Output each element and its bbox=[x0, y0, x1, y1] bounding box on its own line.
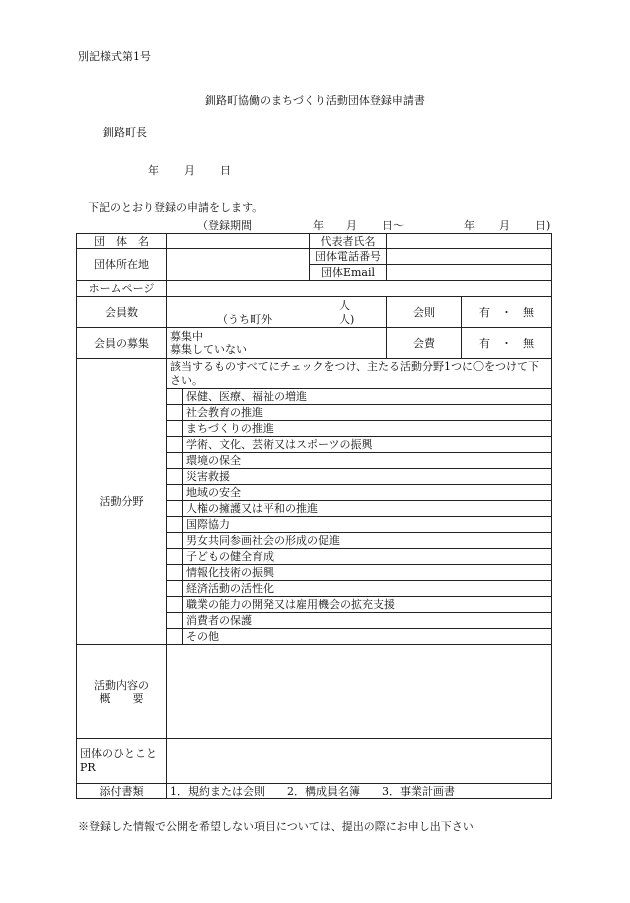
activity-item-row[interactable] bbox=[167, 581, 551, 597]
activity-item-row[interactable] bbox=[167, 437, 551, 453]
activity-item-label: 社会教育の推進 bbox=[183, 405, 552, 421]
email-label: 団体Email bbox=[310, 265, 387, 281]
activity-checkbox[interactable] bbox=[167, 501, 183, 517]
activity-item-row[interactable] bbox=[167, 389, 551, 405]
activity-item-label: 環境の保全 bbox=[183, 453, 552, 469]
period-start-day: 日～ bbox=[382, 219, 404, 232]
registration-form bbox=[76, 233, 552, 799]
date-month: 月 bbox=[184, 164, 195, 177]
attachments-list: 1．規約または会則 2．構成員名簿 3．事業計画書 bbox=[167, 784, 552, 799]
activity-label: 活動分野 bbox=[77, 359, 167, 645]
rules-options[interactable]: 有 ・ 無 bbox=[462, 297, 552, 328]
fee-options[interactable]: 有 ・ 無 bbox=[462, 328, 552, 359]
recruit-option-closed[interactable]: 募集していない bbox=[170, 343, 247, 356]
activity-item-row[interactable] bbox=[167, 549, 551, 565]
activity-checkbox[interactable] bbox=[167, 549, 183, 565]
addressee: 釧路町長 bbox=[103, 126, 147, 139]
address-field[interactable] bbox=[167, 249, 310, 281]
pr-label: 団体のひとことPR bbox=[77, 739, 167, 784]
activity-item-label: 職業の能力の開発又は雇用機会の拡充支援 bbox=[183, 597, 552, 613]
activity-item-label: 国際協力 bbox=[183, 517, 552, 533]
members-unit: 人 bbox=[339, 299, 350, 312]
activity-item-label: 子どもの健全育成 bbox=[183, 549, 552, 565]
period-start-month: 月 bbox=[346, 219, 357, 232]
activity-item-row[interactable] bbox=[167, 501, 551, 517]
pr-field[interactable] bbox=[167, 739, 552, 784]
date-day: 日 bbox=[220, 164, 231, 177]
activity-checkbox[interactable] bbox=[167, 629, 183, 645]
activity-item-label: 災害救援 bbox=[183, 469, 552, 485]
activity-item-row[interactable] bbox=[167, 613, 551, 629]
activity-checkbox[interactable] bbox=[167, 581, 183, 597]
activity-item-label: まちづくりの推進 bbox=[183, 421, 552, 437]
activity-item-row[interactable] bbox=[167, 469, 551, 485]
activity-item-label: その他 bbox=[183, 629, 552, 645]
activity-checkbox[interactable] bbox=[167, 485, 183, 501]
recruit-option-open[interactable]: 募集中 bbox=[170, 330, 203, 343]
activity-checkbox[interactable] bbox=[167, 517, 183, 533]
period-end-day: 日) bbox=[535, 219, 551, 232]
members-label: 会員数 bbox=[77, 297, 167, 328]
period-start-year: 年 bbox=[313, 219, 324, 232]
form-number: 別記様式第1号 bbox=[78, 50, 151, 63]
rep-name-label: 代表者氏名 bbox=[310, 234, 387, 249]
homepage-field[interactable] bbox=[167, 281, 552, 297]
rules-label: 会則 bbox=[387, 297, 462, 328]
activity-item-row[interactable] bbox=[167, 453, 551, 469]
footnote: ※登録した情報で公開を希望しない項目については、提出の際にお申し出下さい bbox=[78, 820, 474, 833]
summary-label-line2: 概 要 bbox=[99, 691, 144, 705]
period-label: （登録期間 bbox=[197, 219, 252, 232]
date-year: 年 bbox=[148, 164, 159, 177]
phone-label: 団体電話番号 bbox=[310, 249, 387, 265]
activity-checkbox[interactable] bbox=[167, 405, 183, 421]
attachments-label: 添付書類 bbox=[77, 784, 167, 799]
phone-field[interactable] bbox=[387, 249, 552, 265]
recruit-label: 会員の募集 bbox=[77, 328, 167, 359]
activity-checkbox[interactable] bbox=[167, 597, 183, 613]
activity-checkbox[interactable] bbox=[167, 533, 183, 549]
activity-instruction: 該当するものすべてにチェックをつけ、主たる活動分野1つに〇をつけて下さい。 bbox=[170, 360, 540, 387]
activity-item-row[interactable] bbox=[167, 485, 551, 501]
summary-field[interactable] bbox=[167, 645, 552, 739]
activity-item-row[interactable] bbox=[167, 405, 551, 421]
fee-label: 会費 bbox=[387, 328, 462, 359]
activity-item-label: 経済活動の活性化 bbox=[183, 581, 552, 597]
activity-item-row[interactable] bbox=[167, 533, 551, 549]
activity-checkbox[interactable] bbox=[167, 437, 183, 453]
homepage-label: ホームページ bbox=[77, 281, 167, 297]
summary-label-line1: 活動内容の bbox=[94, 678, 149, 692]
group-name-field[interactable] bbox=[167, 234, 310, 249]
address-label: 団体所在地 bbox=[77, 249, 167, 281]
email-field[interactable] bbox=[387, 265, 552, 281]
period-end-year: 年 bbox=[464, 219, 475, 232]
activity-checkbox[interactable] bbox=[167, 389, 183, 405]
date-line bbox=[148, 162, 231, 178]
members-outside-unit: 人) bbox=[339, 313, 355, 326]
activity-item-label: 情報化技術の振興 bbox=[183, 565, 552, 581]
summary-label bbox=[77, 645, 167, 739]
activity-item-row[interactable] bbox=[167, 517, 551, 533]
activity-item-row[interactable] bbox=[167, 421, 551, 437]
activity-cell bbox=[167, 359, 552, 645]
activity-item-row[interactable] bbox=[167, 597, 551, 613]
activity-item-label: 学術、文化、芸術又はスポーツの振興 bbox=[183, 437, 552, 453]
activity-item-row[interactable] bbox=[167, 629, 551, 645]
group-name-label: 団 体 名 bbox=[77, 234, 167, 249]
activity-checkbox[interactable] bbox=[167, 453, 183, 469]
recruit-options[interactable] bbox=[167, 328, 387, 359]
activity-item-label: 地域の安全 bbox=[183, 485, 552, 501]
activity-item-label: 消費者の保護 bbox=[183, 613, 552, 629]
members-outside-label: （うち町外 bbox=[217, 313, 272, 326]
members-field[interactable] bbox=[167, 297, 387, 328]
activity-item-label: 保健、医療、福祉の増進 bbox=[183, 389, 552, 405]
activity-checkbox[interactable] bbox=[167, 469, 183, 485]
activity-checkbox[interactable] bbox=[167, 613, 183, 629]
activity-item-label: 人権の擁護又は平和の推進 bbox=[183, 501, 552, 517]
period-end-month: 月 bbox=[499, 219, 510, 232]
rep-name-field[interactable] bbox=[387, 234, 552, 249]
intro-text: 下記のとおり登録の申請をします。 bbox=[88, 201, 264, 214]
activity-checkbox[interactable] bbox=[167, 565, 183, 581]
activity-checkbox[interactable] bbox=[167, 421, 183, 437]
activity-list bbox=[167, 388, 551, 644]
activity-item-row[interactable] bbox=[167, 565, 551, 581]
document-title: 釧路町協働のまちづくり活動団体登録申請書 bbox=[205, 94, 425, 107]
activity-item-label: 男女共同参画社会の形成の促進 bbox=[183, 533, 552, 549]
